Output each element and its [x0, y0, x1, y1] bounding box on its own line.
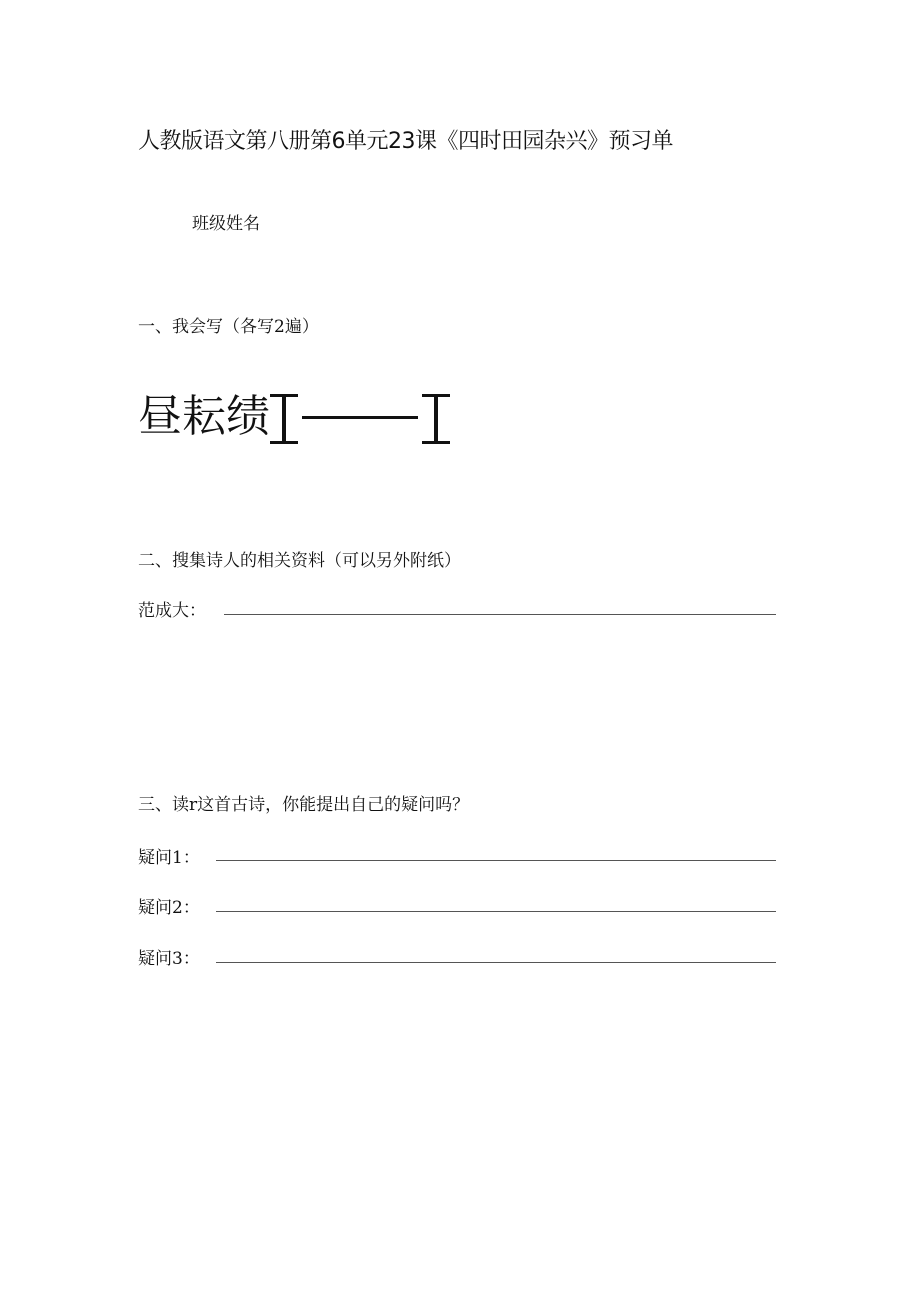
question-3-answer-line[interactable]: [216, 962, 776, 963]
character-yun: 耘: [182, 391, 226, 442]
writing-characters-row: [138, 382, 450, 452]
poet-label: 范成大：: [138, 601, 206, 621]
poet-answer-line[interactable]: [224, 614, 776, 615]
i-beam-icon: [270, 394, 298, 444]
dash-line: [302, 416, 418, 419]
worksheet-title: 人教版语文第八册第6单元23课《四时田园杂兴》预习单: [138, 129, 673, 154]
question-1-label: 疑问1：: [138, 848, 200, 868]
section-1-heading: 一、我会写（各写2遍）: [138, 317, 319, 337]
question-1-answer-line[interactable]: [216, 860, 776, 861]
question-3-label: 疑问3：: [138, 949, 200, 969]
i-beam-icon: [422, 394, 450, 444]
character-zhou: 昼: [138, 391, 182, 442]
question-2-label: 疑问2：: [138, 898, 200, 918]
question-2-answer-line[interactable]: [216, 911, 776, 912]
class-name-label: 班级姓名: [192, 214, 260, 234]
section-3-heading: 三、读r这首古诗，你能提出自己的疑问吗？: [138, 795, 470, 815]
character-ji: 绩: [226, 391, 270, 442]
section-2-heading: 二、搜集诗人的相关资料（可以另外附纸）: [138, 551, 461, 571]
